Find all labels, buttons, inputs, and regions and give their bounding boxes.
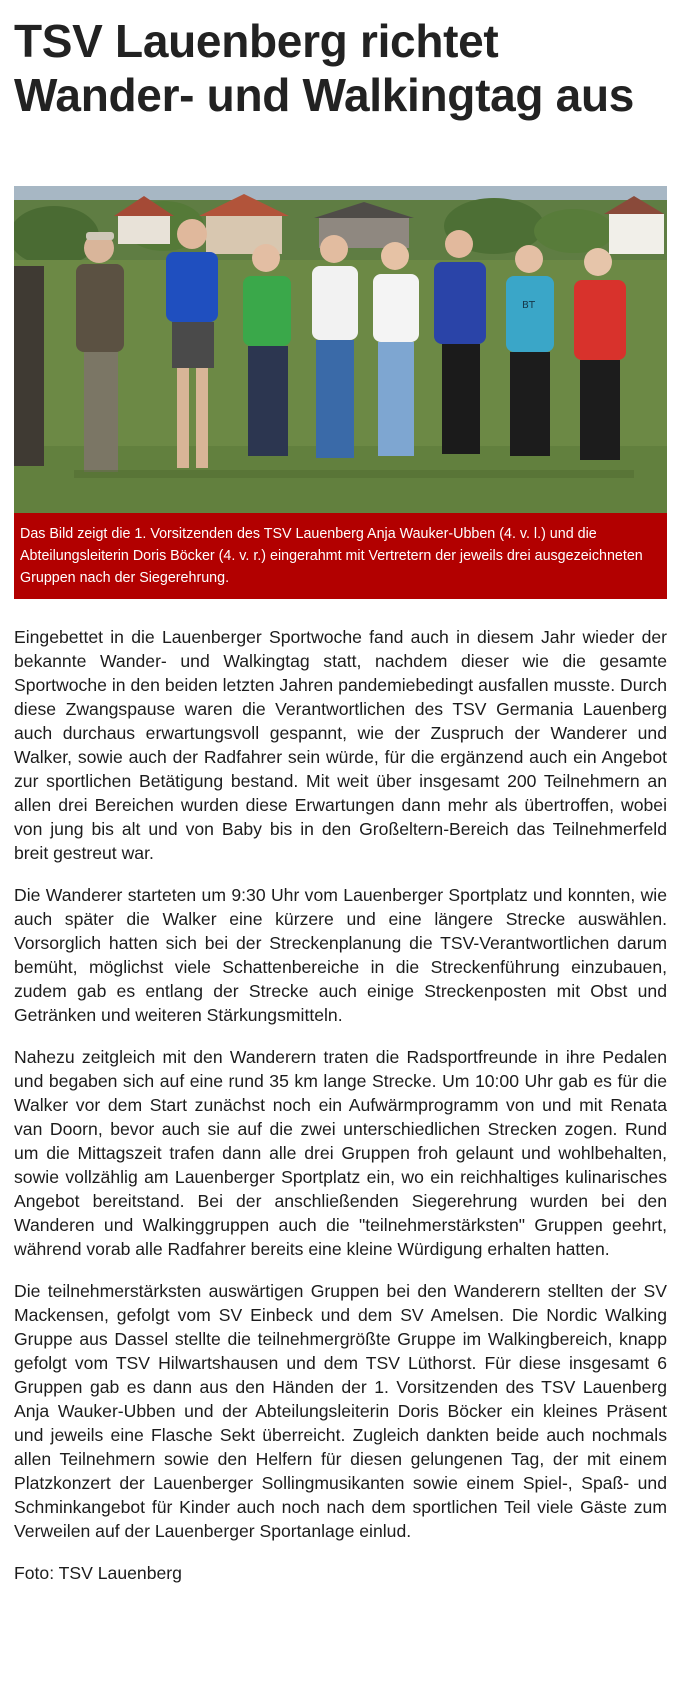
article-headline: TSV Lauenberg richtet Wander- und Walkingtag aus [14, 15, 635, 121]
photo-caption: Das Bild zeigt die 1. Vorsitzenden des TSV Lauenberg Anja Wauker-Ubben (4. v. l.) und die Abteilungsleiterin Doris Böcker (4. v. r.) eingerahmt mit Vertretern der jeweils drei ausgezeichneten Gruppen nach der Siegerehrung. [14, 513, 667, 599]
article-figure [14, 186, 667, 599]
article [14, 0, 667, 1585]
article-body [14, 625, 667, 1543]
paragraph: Die Wanderer starteten um 9:30 Uhr vom Lauenberger Sportplatz und konnten, wie auch später die Walker eine kürzere und eine längere Strecke auswählen. Vorsorglich hatten sich bei der Streckenplanung die TSV-Verantwortlichen darum bemüht, möglichst viele Schattenbereiche in die Streckenführung einzubauen, zudem gab es entlang der Strecke auch einige Streckenposten mit Obst und Getränken und weiteren Stärkungsmitteln. [14, 885, 667, 1025]
shirt-text: BT [522, 300, 535, 311]
group-photo-illustration [14, 186, 667, 513]
paragraph: Eingebettet in die Lauenberger Sportwoche fand auch in diesem Jahr wieder der bekannte Wander- und Walkingtag statt, nachdem dieser wie die gesamte Sportwoche in den beiden letzten Jahren pandemiebedingt ausfallen musste. Durch diese Zwangspause waren die Verantwortlichen des TSV Germania Lauenberg auch durchaus erwartungsvoll gespannt, wie der Zuspruch der Wanderer und Walker, sowie auch der Radfahrer sein würde, für die ergänzend auch ein Angebot zur sportlichen Betätigung bestand. Mit weit über insgesamt 200 Teilnehmern an allen drei Bereichen wurden diese Erwartungen dann mehr als übertroffen, wobei von jung bis alt und von Baby bis in den Großeltern-Bereich das Teilnehmerfeld breit gestreut war. [14, 627, 667, 863]
group-photo [14, 186, 667, 513]
paragraph: Nahezu zeitgleich mit den Wanderern traten die Radsportfreunde in ihre Pedalen und begaben sich auf eine rund 35 km lange Strecke. Um 10:00 Uhr gab es für die Walker vor dem Start zunächst noch ein Aufwärmprogramm von und mit Renata van Doorn, bevor auch sie auf die zwei unterschiedlichen Strecken zogen. Rund um die Mittagszeit trafen dann alle drei Gruppen froh gelaunt und wohlbehalten, sowie vollzählig am Lauenberger Sportplatz ein, wo ein reichhaltiges kulinarisches Angebot bereitstand. Bei der anschließenden Siegerehrung wurden bei den Wanderen und Walkinggruppen auch die "teilnehmerstärksten" Gruppen geehrt, während vorab alle Radfahrer bereits eine kleine Würdigung erhalten hatten. [14, 1047, 667, 1259]
paragraph: Die teilnehmerstärksten auswärtigen Gruppen bei den Wanderern stellten der SV Mackensen, gefolgt vom SV Einbeck und dem SV Amelsen. Die Nordic Walking Gruppe aus Dassel stellte die teilnehmergrößte Gruppe im Walkingbereich, knapp gefolgt vom TSV Hilwartshausen und dem TSV Lüthorst. Für diese insgesamt 6 Gruppen gab es dann aus den Händen der 1. Vorsitzenden des TSV Lauenberg Anja Wauker-Ubben und der Abteilungsleiterin Doris Böcker ein kleines Präsent und jeweils eine Flasche Sekt überreicht. Zugleich dankten beide auch nochmals allen Teilnehmern sowie den Helfern für diesen gelungenen Tag, der mit einem Platzkonzert der Lauenberger Sollingmusikanten sowie einem Spiel-, Spaß- und Schminkangebot für Kinder auch noch nach dem sportlichen Teil viele Gäste zum Verweilen auf der Lauenberger Sportanlage einlud. [14, 1281, 667, 1541]
photo-credit: Foto: TSV Lauenberg [14, 1563, 182, 1583]
